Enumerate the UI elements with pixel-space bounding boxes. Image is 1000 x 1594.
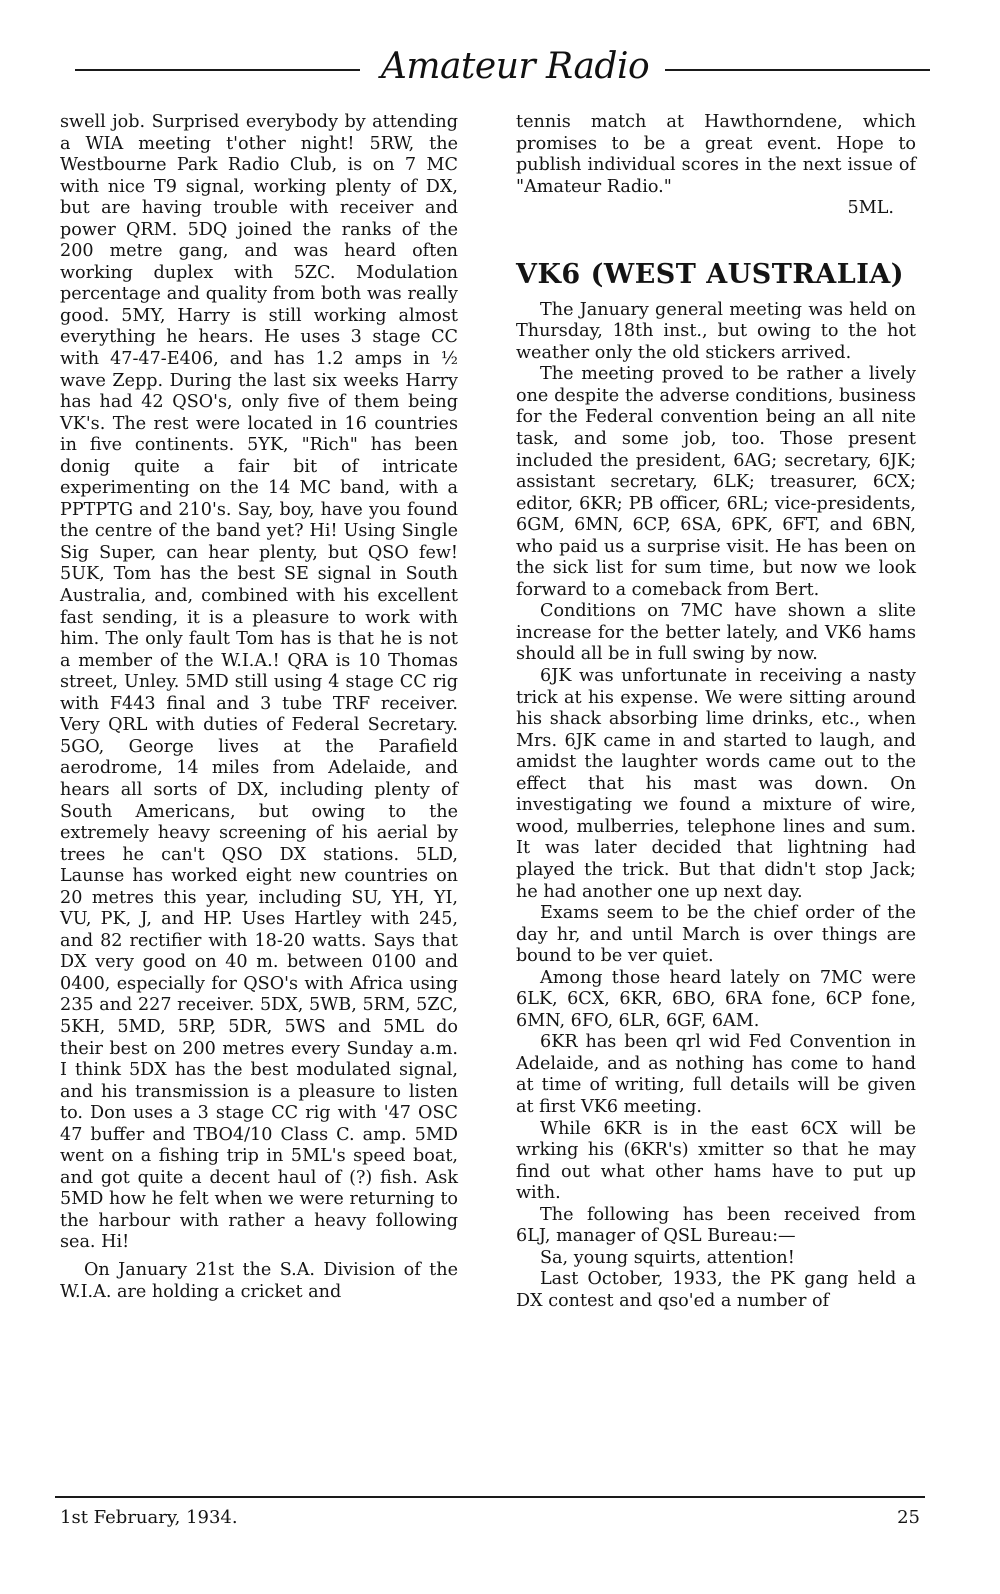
masthead-rule-left bbox=[75, 69, 360, 71]
footer-rule bbox=[55, 1496, 925, 1498]
author-signature: 5ML. bbox=[847, 198, 894, 219]
body-paragraph: Exams seem to be the chief order of the day hr, and until March is over things are bound to be ver quiet. bbox=[516, 903, 916, 967]
left-column bbox=[60, 112, 458, 1303]
right-column bbox=[516, 112, 916, 1312]
body-paragraph: Conditions on 7MC have shown a slite increase for the better lately, and VK6 hams should all be in full swing by now. bbox=[516, 601, 916, 665]
masthead bbox=[75, 42, 930, 92]
masthead-rule-right bbox=[665, 69, 930, 71]
page-number: 25 bbox=[897, 1507, 920, 1528]
body-paragraph: The January general meeting was held on Thursday, 18th inst., but owing to the hot weather only the old stickers arrived. bbox=[516, 299, 916, 363]
section-heading: VK6 (WEST AUSTRALIA) bbox=[516, 258, 905, 290]
body-paragraph: swell job. Surprised everybody by attending a WIA meeting t'other night! 5RW, the Westbourne Park Radio Club, is on 7 MC with nice T9 signal, working plenty of DX, but are having trouble with receiver and power QRM. 5DQ joined the ranks of the 200 metre gang, and was heard often working duplex with 5ZC. Modulation percentage and quality from both was really good. 5MY, Harry is still working almost everything he hears. He uses 3 stage CC with 47-47-E406, and has 1.2 amps in ½ wave Zepp. During the last six weeks Harry has had 42 QSO's, only five of them being VK's. The rest were located in 16 countries in five continents. 5YK, "Rich" has been donig quite a fair bit of intricate experimenting on the 14 MC band, with a PPTPTG and 210's. Say, boy, have you found the centre of the band yet? Hi! Using Single Sig Super, can hear plenty, but QSO few! 5UK, Tom has the best SE signal in South Australia, and, combined with his excellent fast sending, it is a pleasure to work with him. The only fault Tom has is that he is not a member of the W.I.A.! QRA is 10 Thomas street, Unley. 5MD still using 4 stage CC rig with F443 final and 3 tube TRF receiver. Very QRL with duties of Federal Secretary. 5GO, George lives at the Parafield aerodrome, 14 miles from Adelaide, and hears all sorts of DX, including plenty of South Americans, but owing to the extremely heavy screening of his aerial by trees he can't QSO DX stations. 5LD, Launse has worked eight new countries on 20 metres this year, including SU, YH, YI, VU, PK, J, and HP. Uses Hartley with 245, and 82 rectifier with 18-20 watts. Says that DX very good on 40 m. between 0100 and 0400, especially for QSO's with Africa using 235 and 227 receiver. 5DX, 5WB, 5RM, 5ZC, 5KH, 5MD, 5RP, 5DR, 5WS and 5ML do their best on 200 metres every Sunday a.m. I think 5DX has the best modulated signal, and his transmission is a pleasure to listen to. Don uses a 3 stage CC rig with '47 OSC 47 buffer and TBO4/10 Class C. amp. 5MD went on a fishing trip in 5ML's speed boat, and got quite a decent haul of (?) fish. Ask 5MD how he felt when we were returning to the harbour with rather a heavy following sea. Hi! bbox=[60, 112, 458, 1253]
footer-date: 1st February, 1934. bbox=[60, 1507, 238, 1528]
body-paragraph: The meeting proved to be rather a lively one despite the adverse conditions, business for the Federal convention being an all nite task, and some job, too. Those present included the president, 6AG; secretary, 6JK; assistant secretary, 6LK; treasurer, 6CX; editor, 6KR; PB officer, 6RL; vice-presidents, 6GM, 6MN, 6CP, 6SA, 6PK, 6FT, and 6BN, who paid us a surprise visit. He has been on the sick list for sum time, but now we look forward to a comeback from Bert. bbox=[516, 364, 916, 600]
masthead-title: Amateur Radio bbox=[380, 46, 650, 87]
body-paragraph: Among those heard lately on 7MC were 6LK, 6CX, 6KR, 6BO, 6RA fone, 6CP fone, 6MN, 6FO, 6LR, 6GF, 6AM. bbox=[516, 967, 916, 1031]
body-paragraph: While 6KR is in the east 6CX will be wrking his (6KR's) xmitter so that he may find out what other hams have to put up with. bbox=[516, 1118, 916, 1204]
continuation-paragraph: tennis match at Hawthorndene, which promises to be a great event. Hope to publish individual scores in the next issue of "Amateur Radio." bbox=[516, 112, 916, 197]
body-paragraph: Last October, 1933, the PK gang held a DX contest and qso'ed a number of bbox=[516, 1269, 916, 1311]
body-paragraph: 6KR has been qrl wid Fed Convention in Adelaide, and as nothing has come to hand at time of writing, full details will be given at first VK6 meeting. bbox=[516, 1032, 916, 1117]
body-paragraph: On January 21st the S.A. Division of the W.I.A. are holding a cricket and bbox=[60, 1259, 458, 1302]
body-paragraph: The following has been received from 6LJ, manager of QSL Bureau:— bbox=[516, 1204, 916, 1247]
body-paragraph: 6JK was unfortunate in receiving a nasty trick at his expense. We were sitting around his shack absorbing lime drinks, etc., when Mrs. 6JK came in and started to laugh, and amidst the laughter words came out to the effect that his mast was down. On investigating we found a mixture of wire, wood, mulberries, telephone lines and sum. It was later decided that lightning had played the trick. But that didn't stop Jack; he had another one up next day. bbox=[516, 666, 916, 902]
body-paragraph: Sa, young squirts, attention! bbox=[540, 1247, 795, 1268]
